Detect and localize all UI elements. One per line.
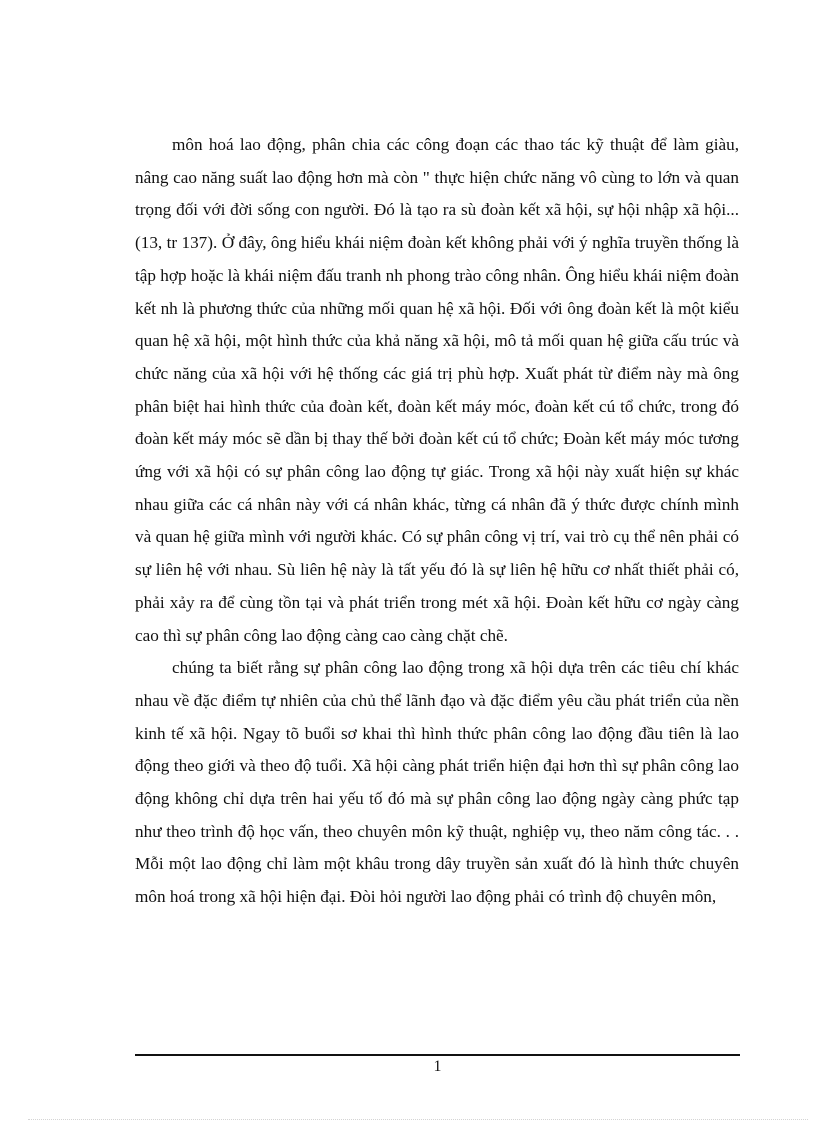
footer-divider (135, 1054, 740, 1056)
page-number: 1 (433, 1058, 442, 1075)
page-edge-divider (28, 1119, 808, 1120)
document-body (135, 129, 739, 914)
body-paragraph-1: môn hoá lao động, phân chia các công đoạn các thao tác kỹ thuật để làm giàu, nâng cao năng suất lao động hơn mà còn " thực hiện chức năng vô cùng to lớn và quan trọng đối với đời sống con người. Đó là tạo ra sù đoàn kết xã hội, sự hội nhập xã hội...(13, tr 137). Ở đây, ông hiểu khái niệm đoàn kết không phải với ý nghĩa truyền thống là tập hợp hoặc là khái niệm đấu tranh nh phong trào công nhân. Ông hiểu khái niệm đoàn kết nh là phương thức của những mối quan hệ xã hội. Đối với ông đoàn kết là một kiểu quan hệ xã hội, một hình thức của khả năng xã hội, mô tả mối quan hệ giữa cấu trúc và chức năng của xã hội với hệ thống các giá trị phù hợp. Xuất phát từ điểm này mà ông phân biệt hai hình thức của đoàn kết, đoàn kết máy móc, đoàn kết cú tổ chức, trong đó đoàn kết máy móc sẽ dần bị thay thế bởi đoàn kết cú tổ chức; Đoàn kết máy móc tương ứng với xã hội có sự phân công lao động tự giác. Trong xã hội này xuất hiện sự khác nhau giữa các cá nhân này với cá nhân khác, từng cá nhân đã ý thức được chính mình và quan hệ giữa mình với người khác. Có sự phân công vị trí, vai trò cụ thể nên phải có sự liên hệ với nhau. Sù liên hệ này là tất yếu đó là sự liên hệ hữu cơ nhất thiết phải có, phải xảy ra để cùng tồn tại và phát triển trong mét xã hội. Đoàn kết hữu cơ ngày càng cao thì sự phân công lao động càng cao càng chặt chẽ. (135, 135, 739, 645)
body-paragraph-2: chúng ta biết rằng sự phân công lao động trong xã hội dựa trên các tiêu chí khác nhau về đặc điểm tự nhiên của chủ thể lãnh đạo và đặc điểm yêu cầu phát triển của nền kinh tế xã hội. Ngay tõ buổi sơ khai thì hình thức phân công lao động đầu tiên là lao động theo giới và theo độ tuổi. Xã hội càng phát triển hiện đại hơn thì sự phân công lao động không chỉ dựa trên hai yếu tố đó mà sự phân công lao động ngày càng phức tạp như theo trình độ học vấn, theo chuyên môn kỹ thuật, nghiệp vụ, theo năm công tác. . . Mỗi một lao động chỉ làm một khâu trong dây truyền sản xuất đó là hình thức chuyên môn hoá trong xã hội hiện đại. Đòi hỏi người lao động phải có trình độ chuyên môn, (135, 658, 739, 907)
